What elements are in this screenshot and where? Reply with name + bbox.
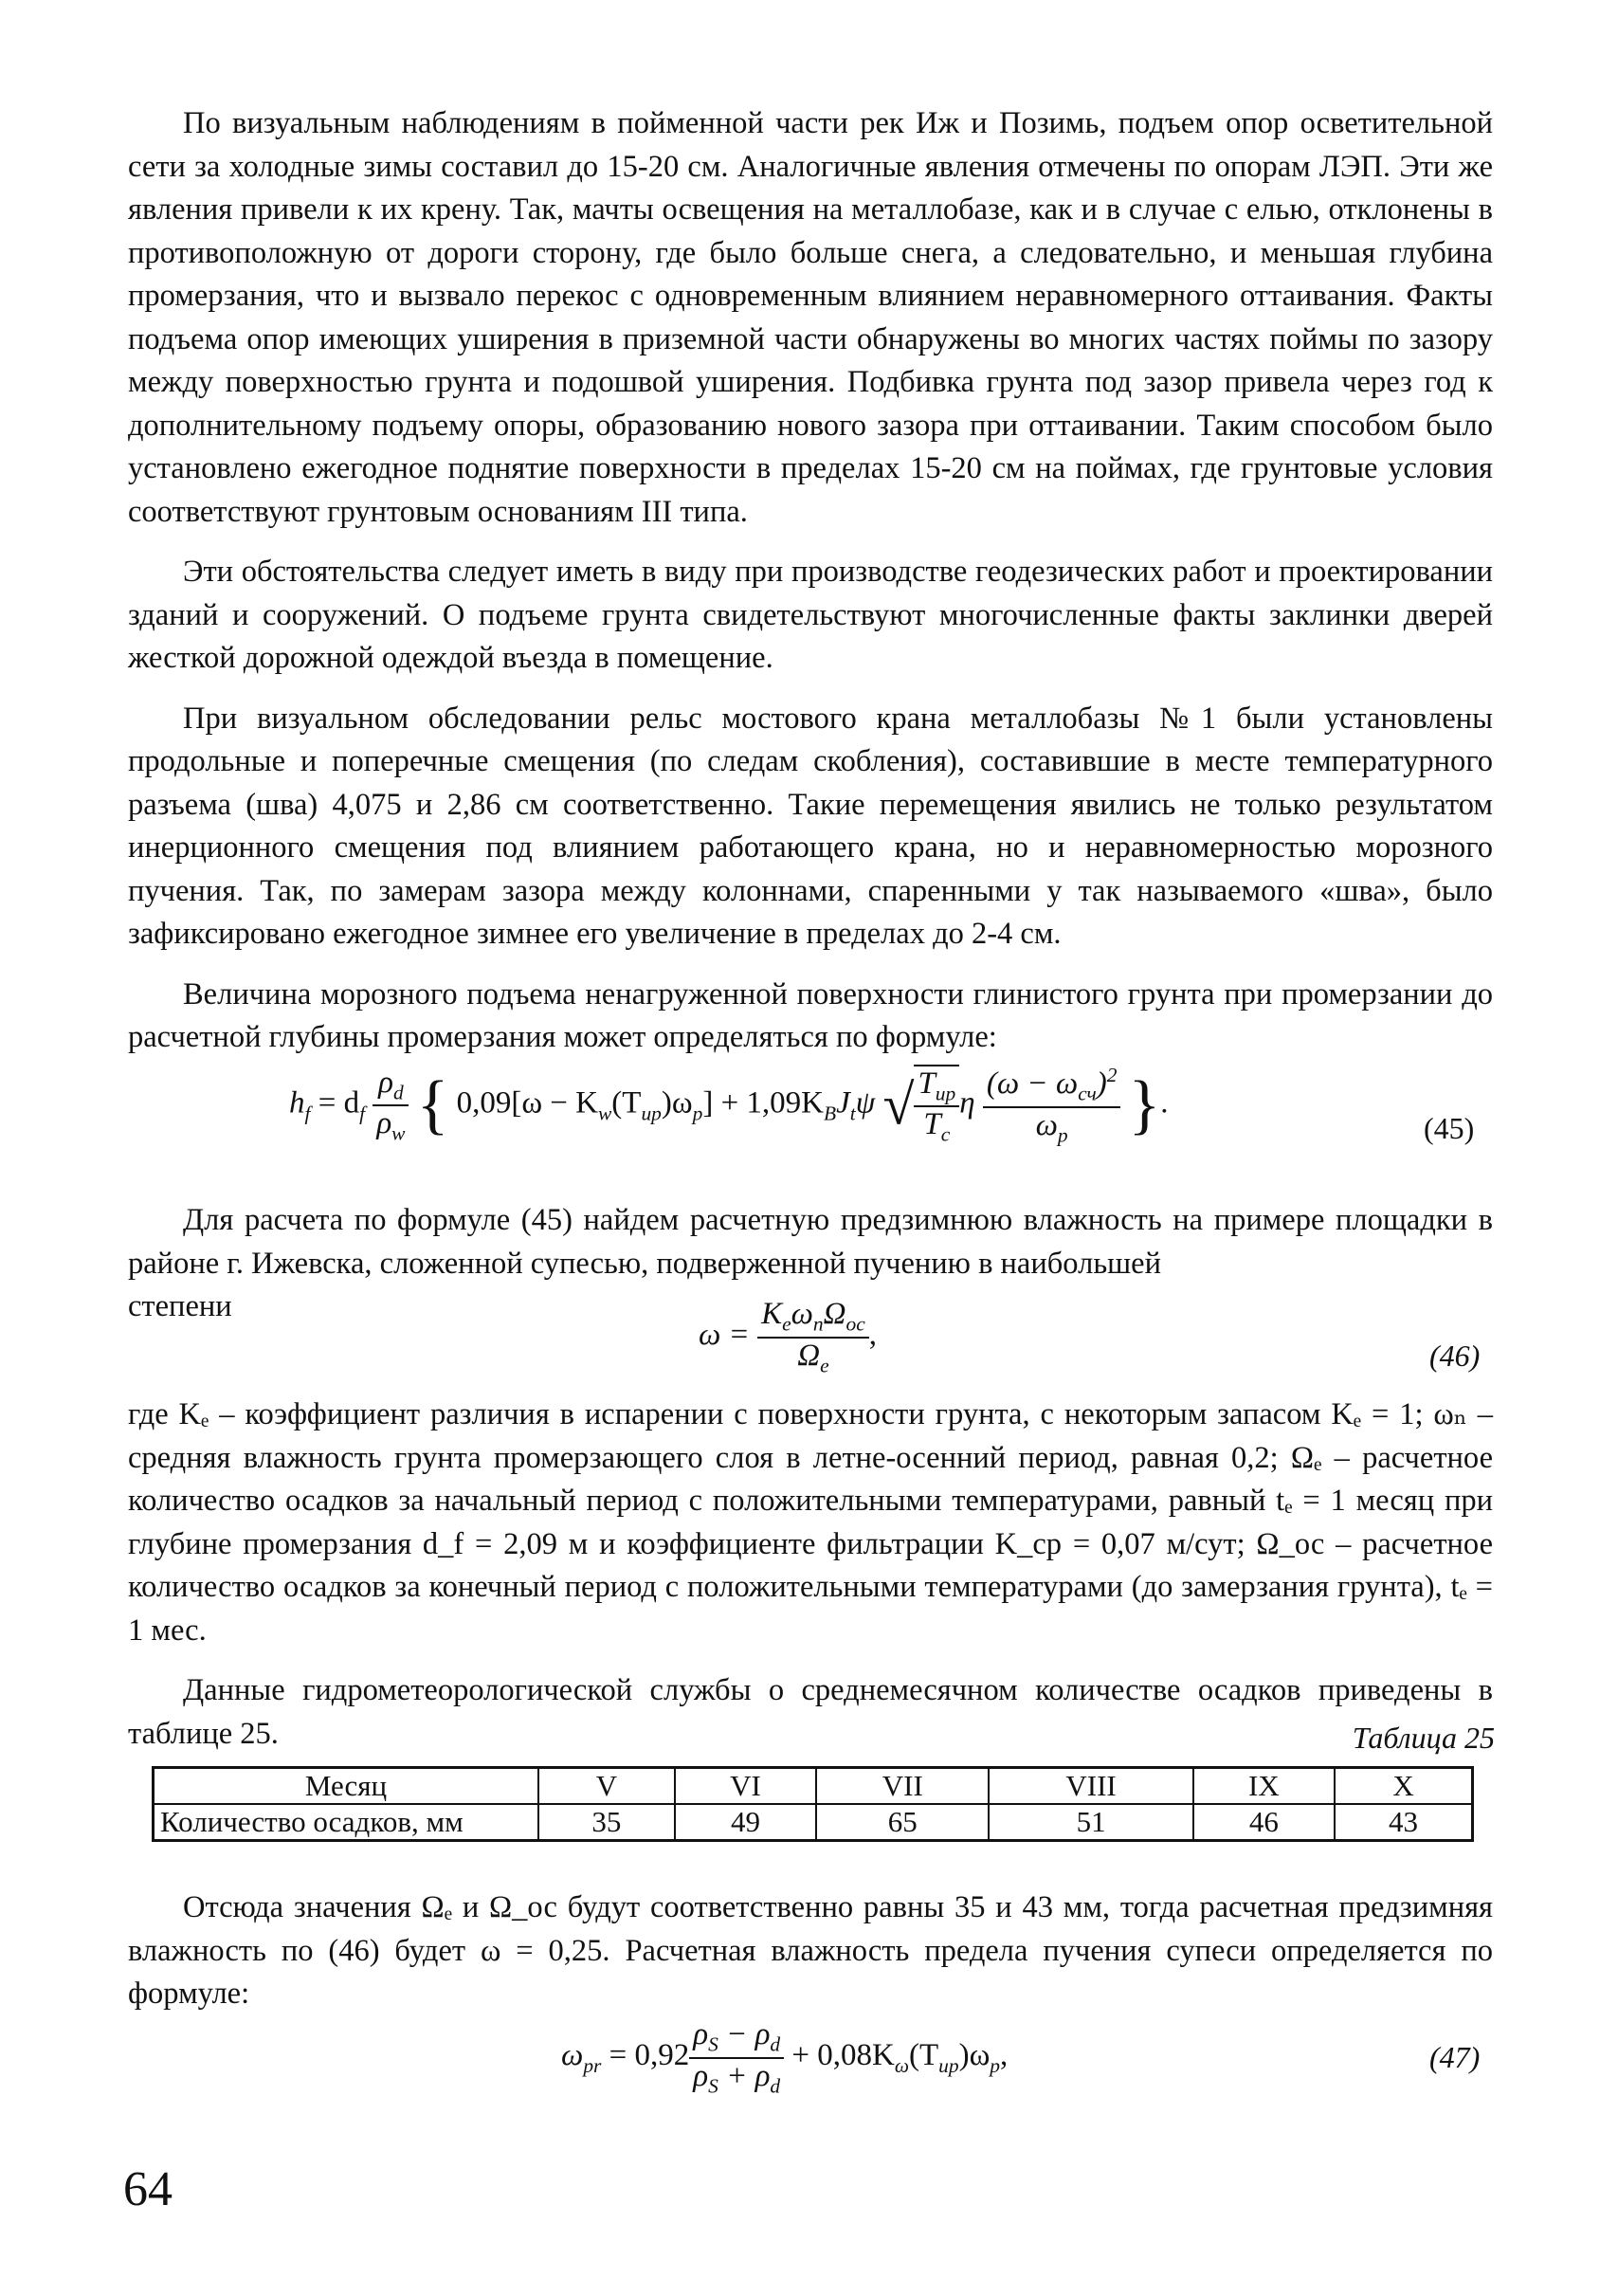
- f45-frac-num: ρ: [378, 1065, 393, 1100]
- f46-lhs: ω =: [699, 1318, 750, 1353]
- table-month-cell: IX: [1193, 1768, 1335, 1805]
- f47-tail-sub: ω: [894, 2053, 909, 2077]
- f47-den-mid: + ρ: [718, 2058, 771, 2093]
- paragraph-3: При визуальном обследовании рельс мостового крана металлобазы №1 были установлены продольные и поперечные смещения (по следам скобления), составившие в месте температурного разъема (шва) 4,075 и 2,86 см соответственно. Такие перемещения явились не только результатом инерционного смещения под влиянием работающего крана, но и неравномерностью морозного пучения. Так, по замерам зазора между колоннами, спаренными у так называемого «шва», было зафиксировано ежегодное зимнее его увеличение в пределах до 2-4 см.: [128, 701, 1493, 951]
- f45-root-num: T: [918, 1066, 936, 1101]
- f46-fraction: [757, 1297, 869, 1377]
- table-value-cell: 65: [816, 1804, 989, 1841]
- table-value-cell: 43: [1335, 1804, 1472, 1841]
- f46-num-sub2: n: [812, 1312, 824, 1336]
- f47-den-sub2: d: [770, 2074, 781, 2098]
- formula-47: [561, 2017, 1008, 2098]
- f45-frac-den: ρ: [376, 1106, 392, 1141]
- table-header-label: Месяц: [154, 1768, 539, 1805]
- table-row-label: Количество осадков, мм: [154, 1804, 539, 1841]
- f46-comma: ,: [868, 1318, 877, 1353]
- paragraph-table-intro: Данные гидрометеорологической службы о среднемесячном количестве осадков приведены в таблице 25.: [128, 1673, 1493, 1751]
- table-month-cell: VI: [675, 1768, 816, 1805]
- f47-num-a: ρ: [693, 2017, 709, 2051]
- f45-body-c: )ω: [661, 1085, 693, 1121]
- f46-num-omega: ω: [791, 1297, 813, 1331]
- f45-lhs: h: [289, 1085, 305, 1121]
- f45-f2-num-tail: ): [1096, 1066, 1107, 1101]
- f45-body-a-sub: w: [597, 1102, 612, 1125]
- f45-frac-den-sub: w: [391, 1121, 406, 1145]
- f45-root-fraction: [914, 1065, 959, 1147]
- f45-body-c-sub: p: [692, 1102, 703, 1125]
- f45-f2-num: (ω − ω: [986, 1066, 1079, 1101]
- f45-second-fraction: [983, 1064, 1121, 1147]
- table-month-cell: VII: [816, 1768, 989, 1805]
- f45-sqrt-sign: √: [882, 1073, 915, 1137]
- f45-root-den: T: [923, 1107, 941, 1142]
- f46-num-sub3: ос: [845, 1312, 865, 1336]
- equation-number-47: (47): [1429, 2040, 1481, 2074]
- f45-root-num-sub: ир: [935, 1082, 956, 1105]
- paragraph-1: По визуальным наблюдениям в пойменной части рек Иж и Позимь, подъем опор осветительной сети за холодные зимы составил до 15-20 см. Аналогичные явления отмечены по опорам ЛЭП. Эти же явления привели к их крену. Так, мачты освещения на металлобазе, как и в случае с елью, отклонены в противоположную от дороги сторону, где было больше снега, а следовательно, и меньшая глубина промерзания, что и вызвало перекос с одновременным влиянием неравномерного оттаивания. Факты подъема опор имеющих уширения в приземной части обнаружены во многих частях поймы по зазору между поверхностью грунта и подошвой уширения. Подбивка грунта под зазор привела через год к дополнительному подъему опоры, образованию нового зазора при оттаивании. Таким способом было установлено ежегодное поднятие поверхности в пределах 15-20 см на поймах, где грунтовые условия соответствуют грунтовым основаниям III типа.: [128, 106, 1493, 529]
- f45-body-d: ] + 1,09K: [702, 1085, 825, 1121]
- equation-number-45: (45): [1424, 1111, 1475, 1145]
- table-month-cell: VIII: [989, 1768, 1192, 1805]
- f47-num-sub2: d: [770, 2032, 781, 2056]
- f45-lhs-sub: f: [304, 1102, 311, 1125]
- paragraph-5-end: степени: [128, 1289, 232, 1323]
- f45-f2-num-sup: 2: [1106, 1064, 1118, 1086]
- table-value-cell: 49: [675, 1804, 816, 1841]
- page-number: 64: [123, 2162, 173, 2216]
- f45-f2-num-sub: сч: [1078, 1082, 1097, 1105]
- body-text-after-table: [128, 1886, 1493, 2016]
- table-caption: Таблица 25: [1352, 1721, 1495, 1755]
- f46-den: Ω: [797, 1338, 821, 1373]
- f45-eta: η: [959, 1085, 975, 1121]
- f45-period: .: [1160, 1085, 1169, 1121]
- f47-lhs: ω: [561, 2038, 584, 2073]
- f47-num-mid: − ρ: [718, 2017, 771, 2051]
- f45-frac-num-sub: d: [392, 1081, 404, 1104]
- f45-body-d-sub: B: [824, 1102, 837, 1125]
- f45-f2-den-sub: p: [1057, 1123, 1068, 1147]
- f45-eq-sub: f: [359, 1102, 366, 1125]
- table-month-cell: V: [538, 1768, 675, 1805]
- f45-left-brace: {: [416, 1068, 449, 1142]
- paragraph-after-table: Отсюда значения Ωₑ и Ω_ос будут соответственно равны 35 и 43 мм, тогда расчетная предзимняя влажность по (46) будет ω = 0,25. Расчетная влажность предела пучения супеси определяется по формуле:: [128, 1890, 1493, 2011]
- equation-number-46: (46): [1429, 1339, 1481, 1373]
- f46-num-k: K: [761, 1297, 783, 1331]
- f47-tail2-sub: ир: [938, 2053, 959, 2077]
- table-value-cell: 51: [989, 1804, 1192, 1841]
- formula-46: [699, 1297, 877, 1377]
- f47-tail3-sub: p: [990, 2053, 1001, 2077]
- f45-body-a: 0,09[ω − K: [456, 1085, 598, 1121]
- f47-den-a: ρ: [693, 2058, 709, 2093]
- body-text-top: [128, 102, 1493, 1060]
- body-text-where: [128, 1394, 1493, 1756]
- f47-lhs-sub: pr: [583, 2053, 602, 2077]
- f46-num-sub1: e: [782, 1312, 791, 1336]
- f47-tail: + 0,08K: [791, 2038, 895, 2073]
- f47-tail2: (T: [908, 2038, 939, 2073]
- f47-den-sub1: S: [708, 2074, 718, 2098]
- paragraph-5: Для расчета по формуле (45) найдем расчетную предзимнюю влажность на примере площадки в районе г. Ижевска, сложенной супесью, подверженной пучению в наибольшей: [128, 1203, 1493, 1281]
- f45-f2-den: ω: [1035, 1107, 1058, 1142]
- f47-eq: = 0,92: [609, 2038, 690, 2073]
- f46-den-sub: e: [820, 1354, 829, 1377]
- table-row: [154, 1804, 1473, 1841]
- f47-tail3: )ω: [958, 2038, 991, 2073]
- f45-right-brace: }: [1128, 1068, 1161, 1142]
- table-header-row: [154, 1768, 1473, 1805]
- f46-num-Omega: Ω: [823, 1297, 846, 1331]
- table-month-cell: X: [1335, 1768, 1472, 1805]
- f47-num-sub1: S: [708, 2032, 718, 2056]
- f45-density-fraction: [373, 1066, 409, 1146]
- f45-body-e: J: [836, 1085, 850, 1121]
- precipitation-table: [152, 1766, 1474, 1842]
- f45-body-e-sub: t: [849, 1102, 856, 1125]
- table-value-cell: 46: [1193, 1804, 1335, 1841]
- f45-root-den-sub: c: [940, 1122, 951, 1146]
- f45-body-f: ψ: [855, 1085, 876, 1121]
- formula-45: [289, 1064, 1169, 1147]
- paragraph-4: Величина морозного подъема ненагруженной поверхности глинистого грунта при промерзании до расчетной глубины промерзания может определяться по формуле:: [128, 976, 1493, 1054]
- f47-comma: ,: [1000, 2038, 1009, 2073]
- f45-body-b: (T: [611, 1085, 642, 1121]
- paragraph-where: где Kₑ – коэффициент различия в испарении с поверхности грунта, с некоторым запасом Kₑ = 1; ωₙ – средняя влажность грунта промерзающего слоя в летне-осенний период, равная 0,2; Ωₑ – расчетное количество осадков за начальный период с положительными температурами, равный tₑ = 1 месяц при глубине промерзания d_f = 2,09 м и коэффициенте фильтрации K_ср = 0,07 м/сут; Ω_ос – расчетное количество осадков за конечный период с положительными температурами (до замерзания грунта), tₑ = 1 мес.: [128, 1397, 1493, 1648]
- f45-eq: = d: [318, 1085, 360, 1121]
- f47-density-fraction: [689, 2017, 784, 2098]
- paragraph-2: Эти обстоятельства следует иметь в виду при производстве геодезических работ и проектировании зданий и сооружений. О подъеме грунта свидетельствуют многочисленные факты заклинки дверей жесткой дорожной одеждой въезда в помещение.: [128, 555, 1493, 675]
- f45-body-b-sub: ир: [641, 1102, 662, 1125]
- table-value-cell: 35: [538, 1804, 675, 1841]
